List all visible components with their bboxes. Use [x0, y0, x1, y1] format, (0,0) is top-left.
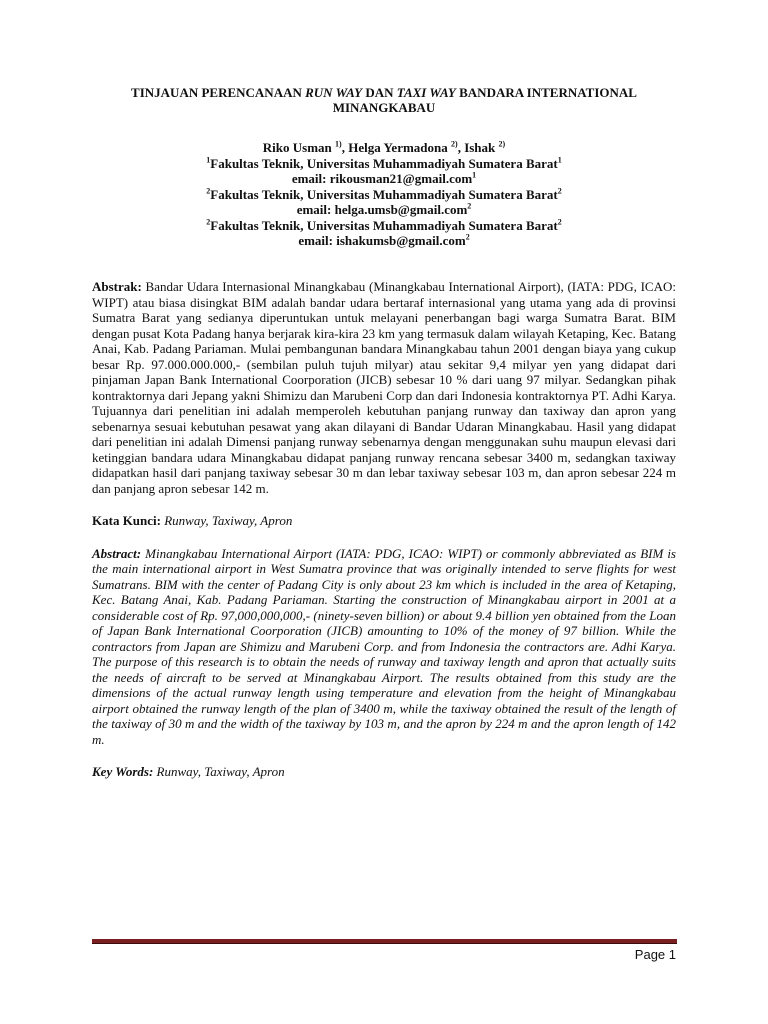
paper-header [92, 85, 676, 249]
affiliation-1-pre-sup: 1 [206, 155, 211, 165]
title-part-2: DAN [362, 85, 397, 100]
email-2 [92, 202, 676, 218]
affiliation-3 [92, 218, 676, 234]
author-3-name: , Ishak [457, 140, 499, 155]
email-1-text: email: rikousman21@gmail.com [291, 171, 473, 186]
affiliation-2 [92, 187, 676, 203]
title-part-3: BANDARA INTERNATIONAL MINANGKABAU [332, 85, 637, 115]
abstract-label: Abstract: [92, 545, 142, 561]
abstract-text: Minangkabau International Airport (IATA: PDG, ICAO: WIPT) or commonly abbreviated as BIM is the main international airport in West Sumatra province that was originally intended to serve flights for west Sumatrans. BIM with the center of Padang City is only about 23 km which is included in the area of Ketaping, Kec. Batang Anai, Kab. Padang Pariaman. Starting the construction of Minangkabau airport in 2001 at a considerable cost of Rp. 97,000,000,000,- (ninety-seven billion) or about 9.4 billion yen obtained from the Loan of Japan Bank International Coorporation (JICB) amounting to 10% of the money of 97 billion. While the contractors from Japan are Shimizu and Marubeni Corp. and from Indonesia the contractors are. Adhi Karya. The purpose of this research is to obtain the needs of runway and taxiway length and apron that actually suits the needs of aircraft to be served at Minangkabau Airport. The results obtained from this study are the dimensions of the actual runway length using temperature and elevation from the height of Minangkabau airport obtained the runway length of the plan of 3400 m, while the taxiway obtained the result of the length of the taxiway of 30 m and the width of the taxiway by 103 m, and the apron by 224 m and the apron length of 142 m. [92, 545, 676, 747]
page-number: Page 1 [634, 947, 676, 962]
affiliation-1-text: Fakultas Teknik, Universitas Muhammadiyah Sumatera Barat [210, 155, 558, 171]
affiliation-1 [92, 156, 676, 172]
author-names [92, 140, 676, 156]
affiliation-2-pre-sup: 2 [206, 186, 211, 196]
paper-body [92, 279, 676, 780]
footer-divider [92, 939, 677, 944]
key-words-text: Runway, Taxiway, Apron [153, 764, 285, 779]
author-1-name: Riko Usman [262, 140, 336, 155]
email-3-sup: 2 [465, 232, 470, 242]
affiliation-3-post-sup: 2 [557, 217, 562, 227]
abstrak-paragraph [92, 279, 676, 496]
kata-kunci-text: Runway, Taxiway, Apron [160, 513, 293, 528]
email-3-text: email: ishakumsb@gmail.com [298, 233, 466, 248]
abstrak-label: Abstrak: [92, 279, 142, 294]
title-italic-run-way: RUN WAY [305, 85, 363, 100]
author-2-sup: 2) [451, 139, 458, 149]
kata-kunci-label: Kata Kunci: [92, 513, 161, 528]
author-3-sup: 2) [498, 139, 506, 149]
email-3 [92, 233, 676, 249]
email-1-sup: 1 [472, 170, 477, 180]
abstract-paragraph [92, 546, 676, 748]
author-2-name: , Helga Yermadona [341, 140, 452, 155]
abstrak-text: Bandar Udara Internasional Minangkabau (Minangkabau International Airport), (IATA: PDG, ICAO: WIPT) atau biasa disingkat BIM adalah bandar udara bertaraf internasional yang utama yang ada di provinsi Sumatra Barat yang sedianya diperuntukan untuk melayani penerbangan bagi warga Sumatra Barat. BIM dengan pusat Kota Padang hanya berjarak kira-kira 23 km yang termasuk dalam wilayah Ketaping, Kec. Batang Anai, Kab. Padang Pariaman. Mulai pembangunan bandara Minangkabau tahun 2001 dengan biaya yang cukup besar Rp. 97.000.000.000,- (sembilan puluh tujuh milyar) atau sekitar 9,4 milyar yen yang didapat dari pinjaman Japan Bank International Coorporation (JICB) sebesar 10 % dari uang 97 milyar. Sedangkan pihak kontraktornya dari Jepang yakni Shimizu dan Marubeni Corp dan dari Indonesia kontraktornya PT. Adhi Karya. Tujuannya dari penelitian ini adalah memperoleh kebutuhan panjang runway dan taxiway dan apron yang sebenarnya sesuai kebutuhan pesawat yang akan dilayani di Bandar Udaran Minangkabau. Hasil yang didapat dari penelitian ini adalah Dimensi panjang runway sebenarnya dengan menggunakan suhu maupun elevasi dari ketinggian bandara udara Minangkabau didapat panjang runway rencana sebesar 3400 m, sedangkan taxiway didapatkan hasil dari panjang taxiway sebesar 30 m dan lebar taxiway sebesar 103 m, dan apron sebesar 224 m dan panjang apron sebesar 142 m. [92, 279, 676, 496]
email-2-text: email: helga.umsb@gmail.com [296, 202, 468, 217]
affiliation-3-pre-sup: 2 [206, 217, 211, 227]
author-1-sup: 1) [335, 139, 342, 149]
paper-title [92, 85, 676, 115]
affiliation-2-text: Fakultas Teknik, Universitas Muhammadiyah Sumatera Barat [210, 186, 558, 202]
email-1 [92, 171, 676, 187]
affiliation-3-text: Fakultas Teknik, Universitas Muhammadiyah Sumatera Barat [210, 217, 558, 233]
title-italic-taxi-way: TAXI WAY [396, 85, 456, 100]
title-part-1: TINJAUAN PERENCANAAN [131, 85, 306, 100]
author-block [92, 140, 676, 249]
key-words-paragraph [92, 764, 676, 780]
key-words-label: Key Words: [92, 764, 154, 779]
affiliation-2-post-sup: 2 [557, 186, 562, 196]
affiliation-1-post-sup: 1 [557, 155, 562, 165]
email-2-sup: 2 [467, 201, 472, 211]
kata-kunci-paragraph [92, 513, 676, 529]
